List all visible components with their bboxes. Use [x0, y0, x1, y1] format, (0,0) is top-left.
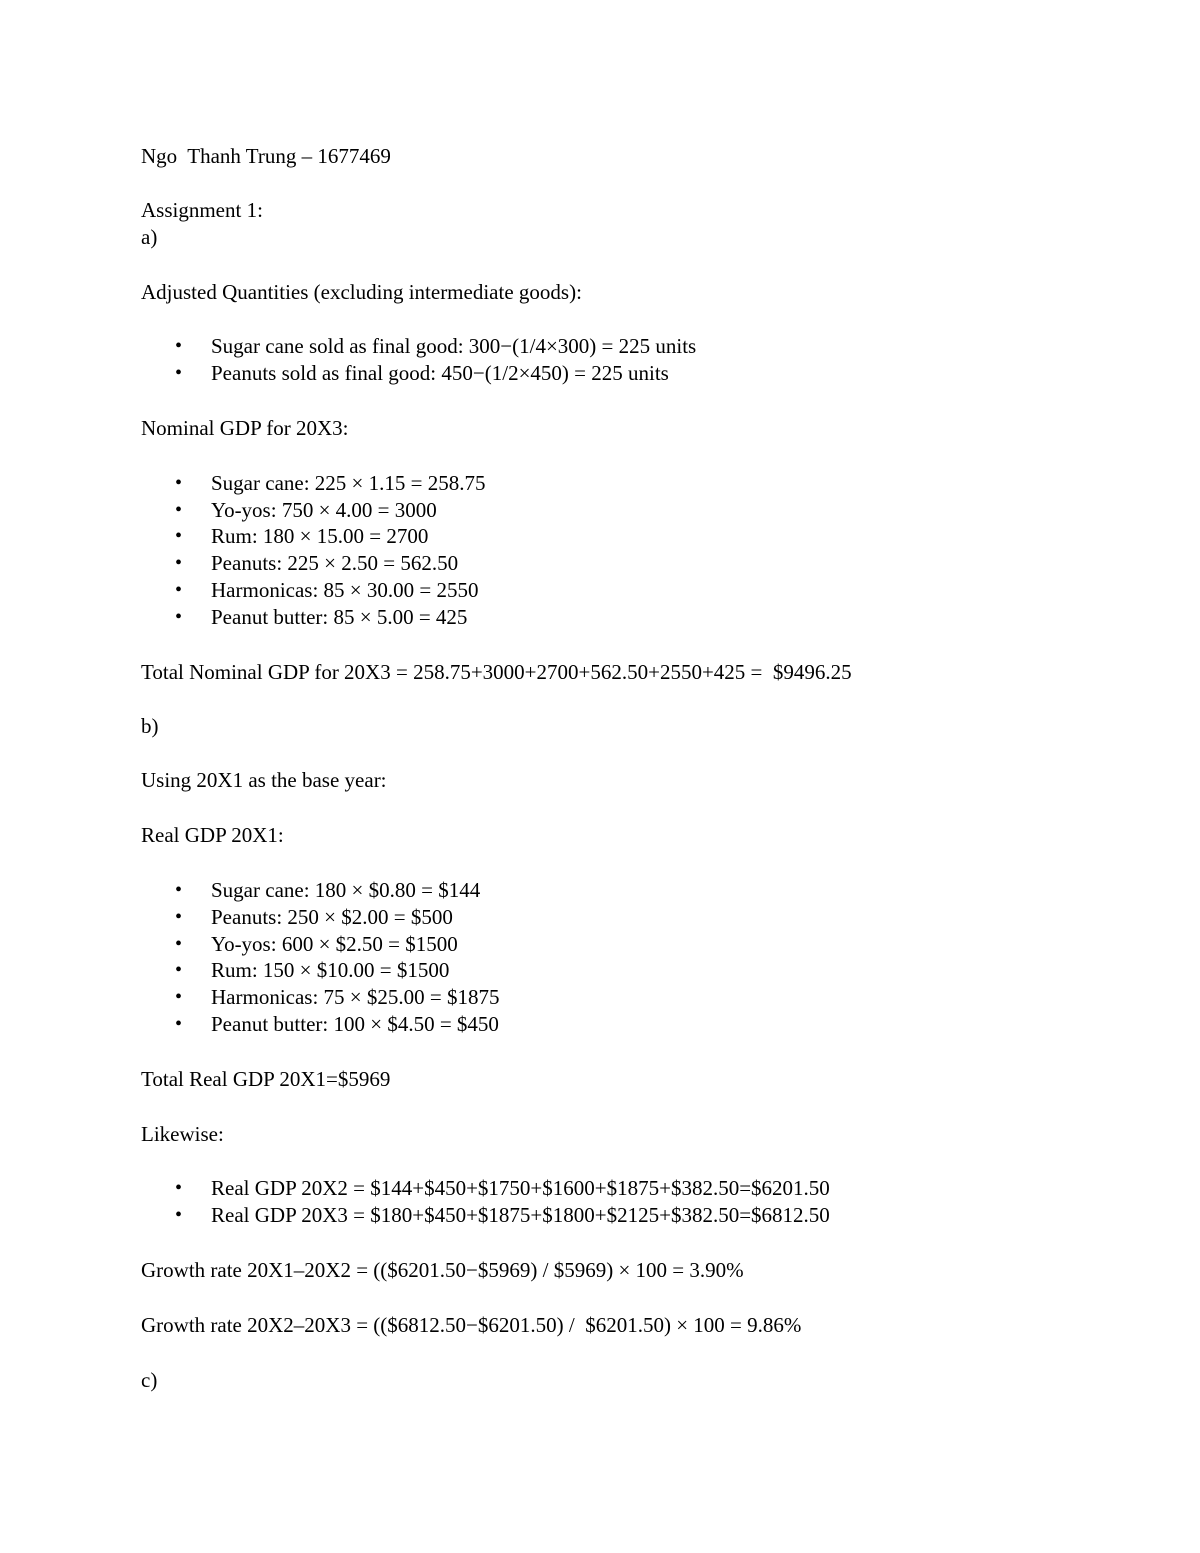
list-item-text: Harmonicas: 85 × 30.00 = 2550	[211, 578, 479, 602]
part-c-label: c)	[141, 1368, 158, 1392]
list-item-text: Peanuts: 250 × $2.00 = $500	[211, 905, 453, 929]
bullet-icon: •	[175, 933, 183, 955]
real-gdp-heading: Real GDP 20X1:	[141, 823, 284, 847]
list-item-text: Real GDP 20X3 = $180+$450+$1875+$1800+$2125+$382.50=$6812.50	[211, 1203, 830, 1227]
adjusted-heading: Adjusted Quantities (excluding intermediate goods):	[141, 280, 582, 304]
list-item-text: Sugar cane: 180 × $0.80 = $144	[211, 878, 481, 902]
list-item-text: Rum: 180 × 15.00 = 2700	[211, 524, 429, 548]
list-item	[0, 984, 1200, 1010]
part-a-label: a)	[141, 225, 158, 249]
bullet-icon: •	[175, 525, 183, 547]
bullet-icon: •	[175, 499, 183, 521]
list-item-text: Peanuts sold as final good: 450−(1/2×450) = 225 units	[211, 361, 669, 385]
nominal-heading: Nominal GDP for 20X3:	[141, 416, 349, 440]
list-item	[0, 1175, 1200, 1201]
list-item	[0, 1202, 1200, 1228]
total-real-gdp: Total Real GDP 20X1=$5969	[141, 1067, 391, 1091]
list-item-text: Harmonicas: 75 × $25.00 = $1875	[211, 985, 500, 1009]
list-item	[0, 550, 1200, 576]
list-item	[0, 904, 1200, 930]
list-item	[0, 360, 1200, 386]
assignment-title: Assignment 1:	[141, 198, 263, 222]
likewise-label: Likewise:	[141, 1122, 224, 1146]
bullet-icon: •	[175, 986, 183, 1008]
base-year-line: Using 20X1 as the base year:	[141, 768, 387, 792]
bullet-icon: •	[175, 959, 183, 981]
list-item-text: Yo-yos: 750 × 4.00 = 3000	[211, 498, 437, 522]
part-b-label: b)	[141, 714, 159, 738]
list-item	[0, 957, 1200, 983]
list-item-text: Peanut butter: 100 × $4.50 = $450	[211, 1012, 499, 1036]
list-item	[0, 470, 1200, 496]
bullet-icon: •	[175, 1177, 183, 1199]
list-item	[0, 1011, 1200, 1037]
growth-rate-2: Growth rate 20X2–20X3 = (($6812.50−$6201.50) / $6201.50) × 100 = 9.86%	[141, 1313, 802, 1337]
bullet-icon: •	[175, 579, 183, 601]
list-item-text: Sugar cane sold as final good: 300−(1/4×300) = 225 units	[211, 334, 697, 358]
list-item	[0, 577, 1200, 603]
bullet-icon: •	[175, 362, 183, 384]
growth-rate-1: Growth rate 20X1–20X2 = (($6201.50−$5969) / $5969) × 100 = 3.90%	[141, 1258, 744, 1282]
bullet-icon: •	[175, 552, 183, 574]
list-item-text: Peanuts: 225 × 2.50 = 562.50	[211, 551, 459, 575]
list-item	[0, 523, 1200, 549]
bullet-icon: •	[175, 879, 183, 901]
bullet-icon: •	[175, 906, 183, 928]
bullet-icon: •	[175, 1204, 183, 1226]
list-item	[0, 877, 1200, 903]
list-item	[0, 604, 1200, 630]
bullet-icon: •	[175, 472, 183, 494]
list-item-text: Peanut butter: 85 × 5.00 = 425	[211, 605, 468, 629]
list-item	[0, 333, 1200, 359]
author-line: Ngo Thanh Trung – 1677469	[141, 144, 391, 168]
bullet-icon: •	[175, 335, 183, 357]
list-item-text: Real GDP 20X2 = $144+$450+$1750+$1600+$1875+$382.50=$6201.50	[211, 1176, 830, 1200]
total-nominal-gdp: Total Nominal GDP for 20X3 = 258.75+3000+2700+562.50+2550+425 = $9496.25	[141, 660, 852, 684]
list-item	[0, 497, 1200, 523]
list-item-text: Sugar cane: 225 × 1.15 = 258.75	[211, 471, 486, 495]
list-item-text: Yo-yos: 600 × $2.50 = $1500	[211, 932, 458, 956]
bullet-icon: •	[175, 1013, 183, 1035]
list-item	[0, 931, 1200, 957]
list-item-text: Rum: 150 × $10.00 = $1500	[211, 958, 450, 982]
bullet-icon: •	[175, 606, 183, 628]
